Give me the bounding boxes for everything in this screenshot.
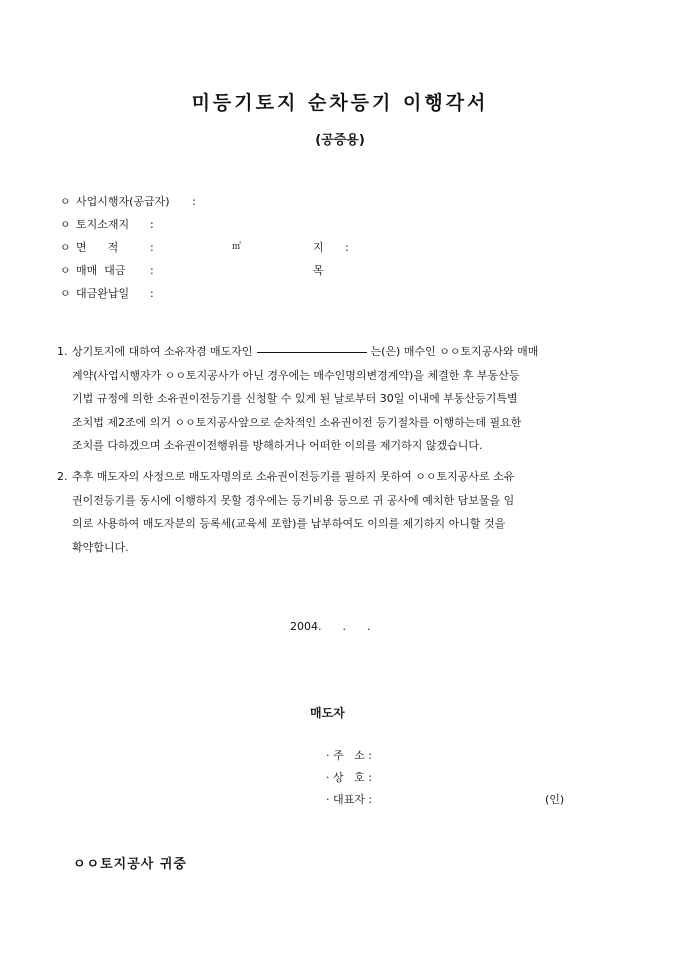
field-label: 토지소재지: [76, 218, 130, 231]
clause-line: 기법 규정에 의한 소유권이전등기를 신청할 수 있게 된 날로부터 30일 이내에 부동산등기특별: [72, 392, 518, 405]
clause-line: 계약(사업시행자가 ㅇㅇ토지공사가 아닌 경우에는 매수인명의변경계약)을 체결한 후 부동산등: [72, 368, 520, 382]
bullet-icon: ㅇ: [60, 287, 71, 300]
clause-line: 확약합니다.: [72, 540, 129, 554]
seller-heading: 매도자: [310, 706, 345, 720]
bullet-icon: ㅇ: [60, 264, 71, 277]
document-title: 미등기토지 순차등기 이행각서: [191, 92, 489, 114]
field-label: 사업시행자(공급자): [76, 195, 170, 208]
field-label: 면 적: [76, 241, 119, 254]
clause-line: 조치법 제2조에 의거 ㅇㅇ토지공사앞으로 순차적인 소유권이전 등기절차를 이행하는데 필요한: [72, 415, 522, 429]
clause-line: 권이전등기를 동시에 이행하지 못할 경우에는 등기비용 등으로 귀 공사에 예치한 담보물을 임: [72, 493, 515, 507]
seller-representative-row: · 대표자 :: [326, 793, 373, 806]
field-colon: :: [192, 195, 196, 208]
addressee: ㅇㅇ토지공사 귀중: [73, 857, 187, 872]
bullet-icon: ㅇ: [60, 218, 71, 231]
field-label: 대금완납일: [76, 287, 130, 300]
clause-text: 는(은) 매수인 ㅇㅇ토지공사와 매매: [370, 345, 539, 358]
clause-number: 2.: [57, 470, 68, 483]
document-date: 2004. . .: [290, 620, 371, 633]
bullet-icon: ㅇ: [60, 241, 71, 254]
clause-line: [72, 340, 538, 364]
area-unit: ㎡: [232, 242, 242, 252]
seal-mark: (인): [545, 793, 565, 806]
clause-line: 의로 사용하여 매도자분의 등록세(교육세 포함)를 납부하여도 이의를 제기하지 아니할 것을: [72, 517, 506, 530]
clause-line: 추후 매도자의 사정으로 매도자명의로 소유권이전등기를 필하지 못하여 ㅇㅇ토지공사로 소유: [72, 470, 515, 483]
seller-name-blank: [257, 351, 367, 353]
seller-address-row: · 주 소 :: [326, 749, 372, 762]
field-colon: :: [150, 241, 154, 254]
clause-line: 조치를 다하겠으며 소유권이전행위를 방해하거나 어떠한 이의를 제기하지 않겠습니다.: [72, 439, 483, 452]
field-colon: :: [150, 218, 154, 231]
bullet-icon: ㅇ: [60, 195, 71, 208]
seller-company-row: · 상 호 :: [326, 771, 372, 784]
field-colon: :: [345, 241, 349, 254]
document-subtitle: (공증용): [315, 133, 365, 148]
field-colon: :: [150, 287, 154, 300]
clause-number: 1.: [57, 345, 68, 358]
field-colon: :: [150, 264, 154, 277]
land-category-label: 지목: [313, 241, 324, 277]
clause-text: 상기토지에 대하여 소유자겸 매도자인: [72, 345, 253, 358]
field-label: 매매 대금: [76, 264, 126, 277]
